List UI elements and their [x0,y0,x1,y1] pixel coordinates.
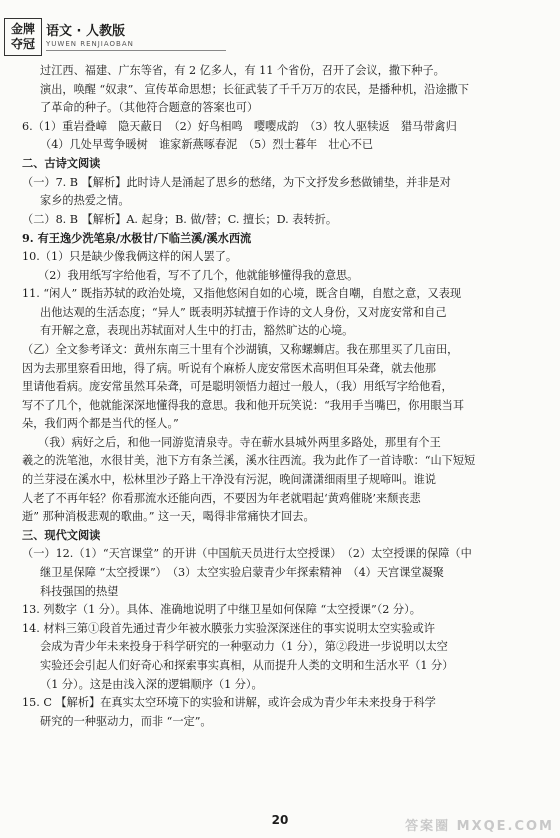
text-line: （我）病好之后，和他一同游览清泉寺。寺在蕲水县城外两里多路处，那里有个王 [38,435,441,449]
page-number: 20 [271,813,289,827]
text-line: （二）8. B 【解析】A. 起身；B. 做/替；C. 擅长；D. 表转折。 [22,212,338,226]
text-line: （一）12.（1）“天宫课堂” 的开讲（中国航天员进行太空授课） （2）太空授课的保障（中 [22,547,472,561]
subject-title: 语文 · 人教版 [46,24,125,39]
page-header [0,0,560,60]
text-line: 11. “闲人” 既指苏轼的政治处境，又指他悠闲自如的心境，既含自嘲，自慰之意，又表现 [22,287,462,301]
text-line: 三、现代文阅读 [22,528,101,542]
text-line: 二、古诗文阅读 [22,156,101,170]
text-line: （2）我用纸写字给他看，写不了几个，他就能够懂得我的意思。 [38,268,359,282]
text-line: （一）7. B 【解析】此时诗人是涌起了思乡的愁绪，为下文抒发乡愁做铺垫，并非是对 [22,175,451,189]
text-line: 会成为青少年未来投身于科学研究的一种驱动力（1 分），第②段进一步说明以太空 [40,640,448,654]
text-line: 逝” 那种消极悲观的歌曲。” 这一天，喝得非常痛快才回去。 [22,510,315,524]
watermark: 答案圈 MXQE.COM [405,819,554,834]
logo-bottom-text: 夺冠 [10,37,35,51]
text-line: 6.（1）重岩叠嶂 隐天蔽日 （2）好鸟相鸣 嘤嘤成韵 （3）牧人驱犊返 猎马带禽归 [22,119,457,133]
text-line: 人老了不再年轻？你看那流水还能向西，不要因为年老就唱起‘黄鸡催晓’来颓丧悲 [22,491,421,505]
text-line: 继卫星保障 “太空授课”） （3）太空实验启蒙青少年探索精神 （4）天宫课堂凝聚 [40,566,444,580]
text-line: 有开解之意，表现出苏轼面对人生中的打击，豁然旷达的心境。 [40,324,354,338]
text-line: 科技强国的热望 [40,584,119,598]
text-line: 过江西、福建、广东等省，有 2 亿多人，有 11 个省份，召开了会议，撒下种子。 [40,64,445,77]
header-divider [46,50,226,51]
text-line: 研究的一种驱动力，而非 “一定”。 [40,714,212,728]
text-line: 9. 有王逸少洗笔泉/水极甘/下临兰溪/溪水西流 [22,231,252,246]
subject-pinyin: YUWEN RENJIAOBAN [46,40,134,48]
text-line: （乙）全文参考译文：黄州东南三十里有个沙湖镇，又称螺蛳店。我在那里买了几亩田， [22,342,459,356]
text-line: 写不了几个，他就能深深地懂得我的意思。我和他开玩笑说：“我用手当嘴巴，你用眼当耳 [22,398,465,412]
text-line: 演出，唤醒 “奴隶”、宣传革命思想；长征武装了千千万万的农民，是播种机，沿途撒下 [40,82,469,96]
text-line: 家乡的热爱之情。 [40,194,130,208]
text-line: 13. 列数字（1 分）。具体、准确地说明了中继卫星如何保障 “太空授课”（2 分）。 [22,603,421,617]
text-line: 朵，我们两个都是当代的怪人。” [22,417,179,431]
text-line: 15. C 【解析】在真实太空环境下的实验和讲解，或许会成为青少年未来投身于科学 [22,696,436,710]
text-line: 的兰芽浸在溪水中，松林里沙子路上干净没有污泥，晚间潇潇细雨里子规啼叫。谁说 [22,473,436,487]
text-line: 14. 材料三第①段首先通过青少年被水膜张力实验深深迷住的事实说明太空实验或许 [22,621,435,635]
text-line: 羲之的洗笔池，水很甘美，池下方有条兰溪，溪水往西流。我为此作了一首诗歌：“山下短短 [22,454,476,468]
text-line: 里请他看病。庞安常虽然耳朵聋，可是聪明领悟力超过一般人，（我）用纸写字给他看， [22,380,453,394]
logo-top-text: 金牌 [10,22,35,36]
text-line: （4）几处早莺争暖树 谁家新燕啄春泥 （5）烈士暮年 壮心不已 [40,138,374,152]
text-line: 因为去那里察看田地，得了病。听说有个麻桥人庞安常医术高明但耳朵聋，就去他那 [22,361,436,375]
answer-content [22,62,542,731]
text-line: 出他达观的生活态度；“异人” 既表明苏轼擅于作诗的文人身份，又对庞安常和自己 [40,305,447,319]
brand-logo [4,18,42,56]
text-line: （1 分）。这是由浅入深的逻辑顺序（1 分）。 [40,677,263,691]
text-line: 实验还会引起人们好奇心和探索事实真相，从而提升人类的文明和生活水平（1 分） [40,659,454,672]
text-line: 了革命的种子。（其他符合题意的答案也可） [40,101,259,115]
text-line: 10.（1）只是缺少像我俩这样的闲人罢了。 [22,249,238,263]
